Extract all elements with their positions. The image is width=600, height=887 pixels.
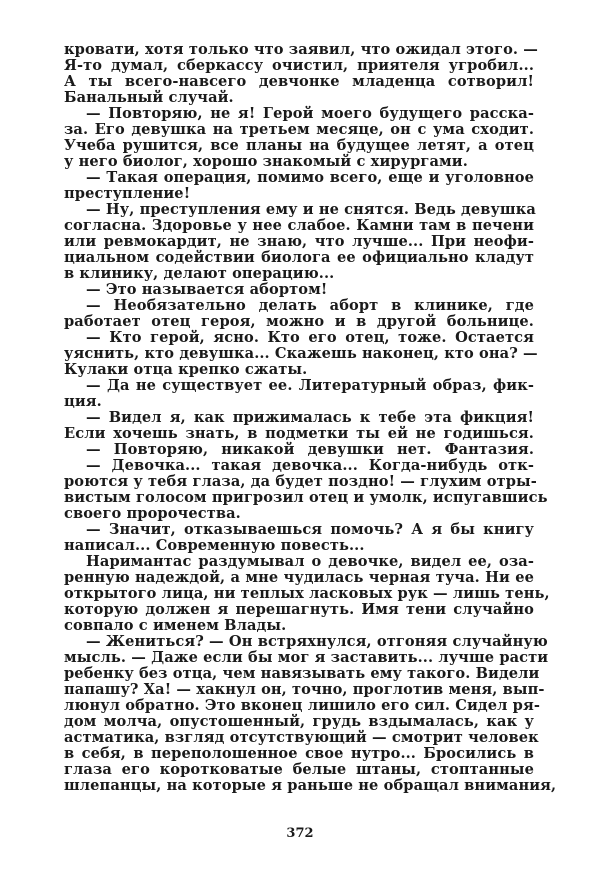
text-line: своего пророчества. [64, 505, 241, 522]
text-line: роются у тебя глаза, да будет поздно! — глухим отры- [64, 473, 537, 490]
text-line: за. Его девушка на третьем месяце, он с ума сходит. [64, 121, 534, 138]
text-line: работает отец героя, можно и в другой больнице. [64, 313, 534, 330]
text-line: А ты всего-навсего девчонке младенца сотворил! [64, 73, 534, 90]
text-line: глаза его коротковатые белые штаны, стоптанные [64, 761, 534, 778]
text-line: или ревмокардит, не знаю, что лучше... При неофи- [64, 233, 534, 250]
text-line: — Значит, отказываешься помочь? А я бы книгу [86, 521, 534, 538]
text-line: в себя, в переполошенное свое нутро... Бросились в [64, 745, 534, 762]
text-line: люнул обратно. Это вконец лишило его сил. Сидел ря- [64, 697, 540, 714]
text-line: — Девочка... такая девочка... Когда-нибудь отк- [86, 457, 534, 474]
text-line: ренную надеждой, а мне чудилась черная туча. Ни ее [64, 569, 534, 586]
text-line: папашу? Ха! — хакнул он, точно, проглотив меня, вып- [64, 681, 545, 698]
text-line: — Кто герой, ясно. Кто его отец, тоже. Остается [86, 329, 534, 346]
text-line: уяснить, кто девушка... Скажешь наконец, кто она? — [64, 345, 538, 362]
text-line: астматика, взгляд отсутствующий — смотрит человек [64, 729, 539, 746]
text-line: Кулаки отца крепко сжаты. [64, 361, 308, 378]
text-line: дом молча, опустошенный, грудь вздымалась, как у [64, 713, 534, 730]
text-line: мысль. — Даже если бы мог я заставить... лучше расти [64, 649, 549, 666]
text-line: открытого лица, ни теплых ласковых рук — лишь тень, [64, 585, 550, 602]
text-line: у него биолог, хорошо знакомый с хирургами. [64, 153, 468, 170]
text-line: согласна. Здоровье у нее слабое. Камни там в печени [64, 217, 534, 234]
text-line: — Видел я, как прижималась к тебе эта фикция! [86, 409, 534, 426]
text-line: Учеба рушится, все планы на будущее летят, а отец [64, 137, 534, 154]
text-line: — Это называется абортом! [86, 281, 328, 298]
text-line: в клинику, делают операцию... [64, 265, 335, 282]
text-line: ция. [64, 393, 102, 410]
text-line: — Да не существует ее. Литературный образ, фик- [86, 377, 534, 394]
text-line: вистым голосом пригрозил отец и умолк, испугавшись [64, 489, 548, 506]
text-line: Если хочешь знать, в подметки ты ей не годишься. [64, 425, 534, 442]
book-page-text [64, 41, 557, 794]
text-line: ребенку без отца, чем навязывать ему такого. Видели [64, 665, 540, 682]
text-line: циальном содействии биолога ее официально кладут [64, 249, 534, 266]
text-line: — Ну, преступления ему и не снятся. Ведь девушка [86, 201, 536, 218]
text-line: совпало с именем Влады. [64, 617, 287, 634]
text-line: — Жениться? — Он встряхнулся, отгоняя случайную [86, 633, 548, 650]
text-line: — Такая операция, помимо всего, еще и уголовное [86, 169, 534, 186]
text-line: — Необязательно делать аборт в клинике, где [86, 297, 534, 314]
text-line: преступление! [64, 185, 191, 202]
text-line: — Повторяю, никакой девушки нет. Фантазия. [86, 441, 534, 458]
text-line: — Повторяю, не я! Герой моего будущего расска- [86, 105, 534, 122]
text-line: шлепанцы, на которые я раньше не обращал внимания, [64, 777, 557, 794]
text-line: которую должен я перешагнуть. Имя тени случайно [64, 601, 534, 618]
text-line: кровати, хотя только что заявил, что ожидал этого. — [64, 41, 538, 58]
page-number: 372 [286, 826, 314, 841]
text-line: Наримантас раздумывал о девочке, видел ее, оза- [86, 553, 534, 570]
text-line: Я-то думал, сберкассу очистил, приятеля угробил... [64, 57, 534, 74]
text-line: написал... Современную повесть... [64, 537, 365, 554]
text-line: Банальный случай. [64, 89, 234, 106]
